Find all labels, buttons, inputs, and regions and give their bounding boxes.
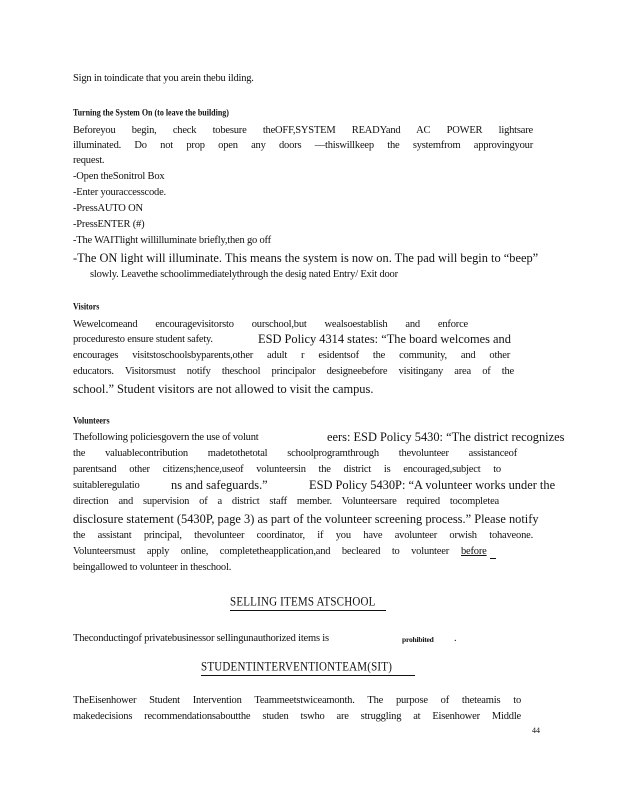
- selling-period: .: [454, 633, 457, 644]
- selling-title: SELLING ITEMS ATSCHOOL: [230, 595, 376, 609]
- volunteers-line: eers: ESD Policy 5430: “The district recognizes: [327, 430, 565, 444]
- sit-line: makedecisions recommendationsaboutthe studen tswho are struggling at Eisenhower Middle: [73, 711, 521, 722]
- turning-line: request.: [73, 155, 105, 166]
- underline-extension: [490, 558, 496, 559]
- visitors-line: educators. Visitorsmust notify theschool principalor designeebefore visitingany area of the: [73, 366, 514, 377]
- turning-line: -The ON light will illuminate. This means the system is now on. The pad will begin to “beep”: [73, 251, 539, 265]
- volunteers-line: parentsand other citizens;hence,useof volunteersin the district is encouraged,subject to: [73, 464, 501, 475]
- intro-line: Sign in toindicate that you arein thebu ilding.: [73, 73, 254, 84]
- selling-line: Theconductingof privatebusinessor sellingunauthorized items is: [73, 633, 329, 644]
- turning-line: illuminated. Do not prop open any doors —thiswillkeep the systemfrom approvingyour: [73, 140, 533, 151]
- volunteers-line: Thefollowing policiesgovern the use of volunt: [73, 432, 259, 443]
- volunteers-heading: Volunteers: [73, 415, 110, 426]
- volunteers-line: Volunteersmust apply online, completetheapplication,and becleared to volunteer: [73, 546, 449, 557]
- volunteers-line: the assistant principal, thevolunteer coordinator, if you have avolunteer orwish tohaveone.: [73, 530, 533, 541]
- turning-line: -The WAITlight willilluminate briefly,then go off: [73, 235, 271, 246]
- visitors-line: proceduresto ensure student safety.: [73, 334, 213, 345]
- visitors-heading: Visitors: [73, 301, 100, 312]
- sit-title: STUDENTINTERVENTIONTEAM(SIT): [201, 660, 393, 674]
- volunteers-before-underlined: before: [461, 546, 487, 557]
- visitors-line: Wewelcomeand encouragevisitorsto ourschool,but wealsoestablish and enforce: [73, 319, 468, 330]
- visitors-line: ESD Policy 4314 states: “The board welcomes and: [258, 332, 511, 346]
- sit-line: TheEisenhower Student Intervention Teammeetstwiceamonth. The purpose of theteamis to: [73, 695, 521, 706]
- turning-line: -PressENTER (#): [73, 219, 145, 230]
- volunteers-line: ESD Policy 5430P: “A volunteer works under the: [309, 478, 556, 492]
- visitors-line: school.” Student visitors are not allowed to visit the campus.: [73, 382, 374, 396]
- volunteers-line: disclosure statement (5430P, page 3) as part of the volunteer screening process.” Please notify: [73, 512, 539, 526]
- selling-title-underline: [230, 610, 386, 611]
- turning-heading: Turning the System On (to leave the building): [73, 107, 229, 118]
- turning-line: -Open theSonitrol Box: [73, 171, 165, 182]
- turning-line: slowly. Leavethe schoolimmediatelythrough the desig nated Entry/ Exit door: [90, 269, 398, 280]
- turning-line: Beforeyou begin, check tobesure theOFF,SYSTEM READYand AC POWER lightsare: [73, 125, 533, 136]
- visitors-line: encourages visitstoschoolsbyparents,other adult r esidentsof the community, and other: [73, 350, 510, 361]
- volunteers-line: ns and safeguards.”: [171, 478, 268, 492]
- selling-prohibited: prohibited: [402, 635, 434, 644]
- turning-line: -PressAUTO ON: [73, 203, 143, 214]
- sit-title-underline: [201, 675, 415, 676]
- volunteers-line: direction and supervision of a district staff member. Volunteersare required tocompletea: [73, 496, 499, 507]
- volunteers-line: beingallowed to volunteer in theschool.: [73, 562, 232, 573]
- volunteers-line: the valuablecontribution madetothetotal schoolprogramthrough thevolunteer assistanceof: [73, 448, 517, 459]
- turning-line: -Enter youraccesscode.: [73, 187, 166, 198]
- volunteers-line: suitableregulatio: [73, 480, 140, 491]
- page-number: 44: [532, 726, 540, 735]
